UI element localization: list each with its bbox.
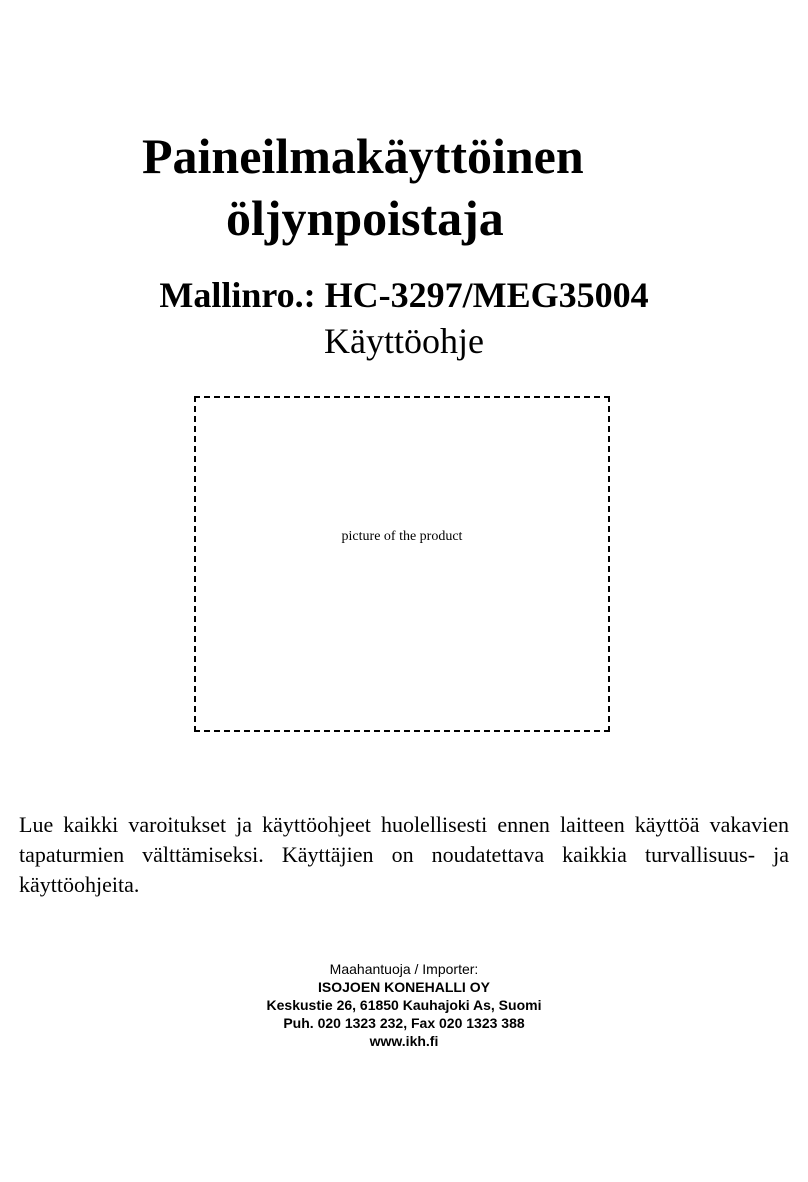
manual-label: Käyttöohje (324, 321, 484, 361)
importer-phone-fax: Puh. 020 1323 232, Fax 020 1323 388 (283, 1015, 525, 1031)
picture-placeholder-caption: picture of the product (341, 529, 463, 544)
product-picture-placeholder (194, 396, 610, 732)
title-line-1: Paineilmakäyttöinen (142, 128, 584, 184)
safety-warning: Lue kaikki varoitukset ja käyttöohjeet huolellisesti ennen laitteen käyttöä vakavien tapaturmien välttämiseksi. Käyttäjien on noudatettava kaikkia turvallisuus- ja käyttöohjeita. (19, 812, 789, 897)
importer-company: ISOJOEN KONEHALLI OY (318, 979, 490, 995)
title-line-2: öljynpoistaja (226, 190, 504, 246)
importer-website: www.ikh.fi (369, 1033, 439, 1049)
model-number: Mallinro.: HC-3297/MEG35004 (159, 275, 649, 315)
importer-address: Keskustie 26, 61850 Kauhajoki As, Suomi (266, 997, 542, 1013)
importer-label: Maahantuoja / Importer: (329, 961, 479, 977)
importer-info (0, 960, 808, 1050)
